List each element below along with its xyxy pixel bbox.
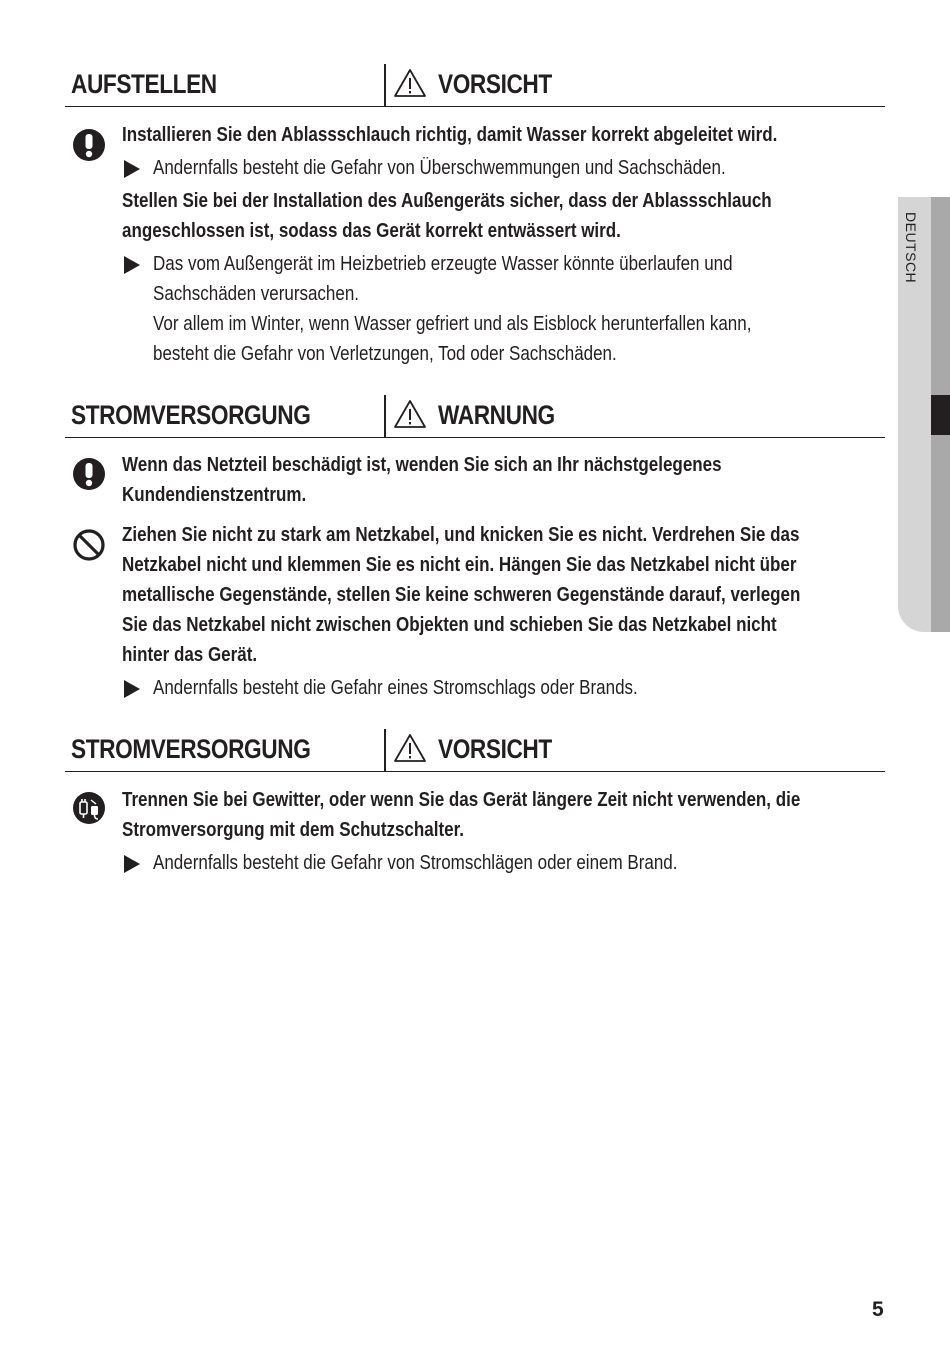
bullet-arrow-icon (124, 855, 140, 873)
bullet-arrow-icon (124, 256, 140, 274)
instruction-text: Trennen Sie bei Gewitter, oder wenn Sie das Gerät längere Zeit nicht verwenden, die (122, 789, 801, 811)
prohibition-icon (72, 528, 106, 562)
section-level: VORSICHT (438, 734, 552, 764)
instruction-text: Stellen Sie bei der Installation des Außengeräts sicher, dass der Ablassschlauch (122, 190, 772, 212)
consequence-text: Andernfalls besteht die Gefahr eines Stromschlags oder Brands. (153, 677, 638, 699)
instruction-text: angeschlossen ist, sodass das Gerät korrekt entwässert wird. (122, 220, 621, 242)
page-number: 5 (872, 1298, 884, 1321)
header-divider (384, 64, 386, 106)
mandatory-exclamation-icon (72, 128, 106, 162)
section-level: WARNUNG (438, 400, 555, 430)
header-divider (384, 395, 386, 437)
bullet-arrow-icon (124, 680, 140, 698)
consequence-text: Vor allem im Winter, wenn Wasser gefriert und als Eisblock herunterfallen kann, (153, 313, 752, 335)
section-title: AUFSTELLEN (71, 69, 217, 99)
header-divider (384, 729, 386, 771)
consequence-text: Das vom Außengerät im Heizbetrieb erzeugte Wasser könnte überlaufen und (153, 253, 733, 275)
instruction-text: Wenn das Netzteil beschädigt ist, wenden Sie sich an Ihr nächstgelegenes (122, 454, 722, 476)
caution-triangle-icon (393, 733, 427, 763)
instruction-text: Stromversorgung mit dem Schutzschalter. (122, 819, 464, 841)
instruction-text: Kundendienstzentrum. (122, 484, 307, 506)
warning-triangle-icon (393, 399, 427, 429)
section-header-stromversorgung-vorsicht (65, 729, 885, 772)
section-level: VORSICHT (438, 69, 552, 99)
section-title: STROMVERSORGUNG (71, 734, 311, 764)
side-tab-label: DEUTSCH (903, 212, 919, 284)
instruction-text: hinter das Gerät. (122, 644, 258, 666)
section-header-aufstellen (65, 64, 885, 107)
consequence-text: Sachschäden verursachen. (153, 283, 360, 305)
instruction-text: Sie das Netzkabel nicht zwischen Objekten und schieben Sie das Netzkabel nicht (122, 614, 777, 636)
consequence-text: Andernfalls besteht die Gefahr von Stromschlägen oder einem Brand. (153, 852, 678, 874)
consequence-text: Andernfalls besteht die Gefahr von Überschwemmungen und Sachschäden. (153, 157, 726, 179)
consequence-text: besteht die Gefahr von Verletzungen, Tod oder Sachschäden. (153, 343, 617, 365)
caution-triangle-icon (393, 68, 427, 98)
mandatory-exclamation-icon (72, 457, 106, 491)
side-tab-marker (931, 395, 950, 435)
instruction-text: Installieren Sie den Ablassschlauch richtig, damit Wasser korrekt abgeleitet wird. (122, 124, 778, 146)
unplug-icon (72, 791, 106, 825)
section-header-stromversorgung-warnung (65, 395, 885, 438)
instruction-text: metallische Gegenstände, stellen Sie keine schweren Gegenstände darauf, verlegen (122, 584, 801, 606)
section-title: STROMVERSORGUNG (71, 400, 311, 430)
instruction-text: Netzkabel nicht und klemmen Sie es nicht ein. Hängen Sie das Netzkabel nicht über (122, 554, 797, 576)
bullet-arrow-icon (124, 160, 140, 178)
instruction-text: Ziehen Sie nicht zu stark am Netzkabel, und knicken Sie es nicht. Verdrehen Sie das (122, 524, 800, 546)
